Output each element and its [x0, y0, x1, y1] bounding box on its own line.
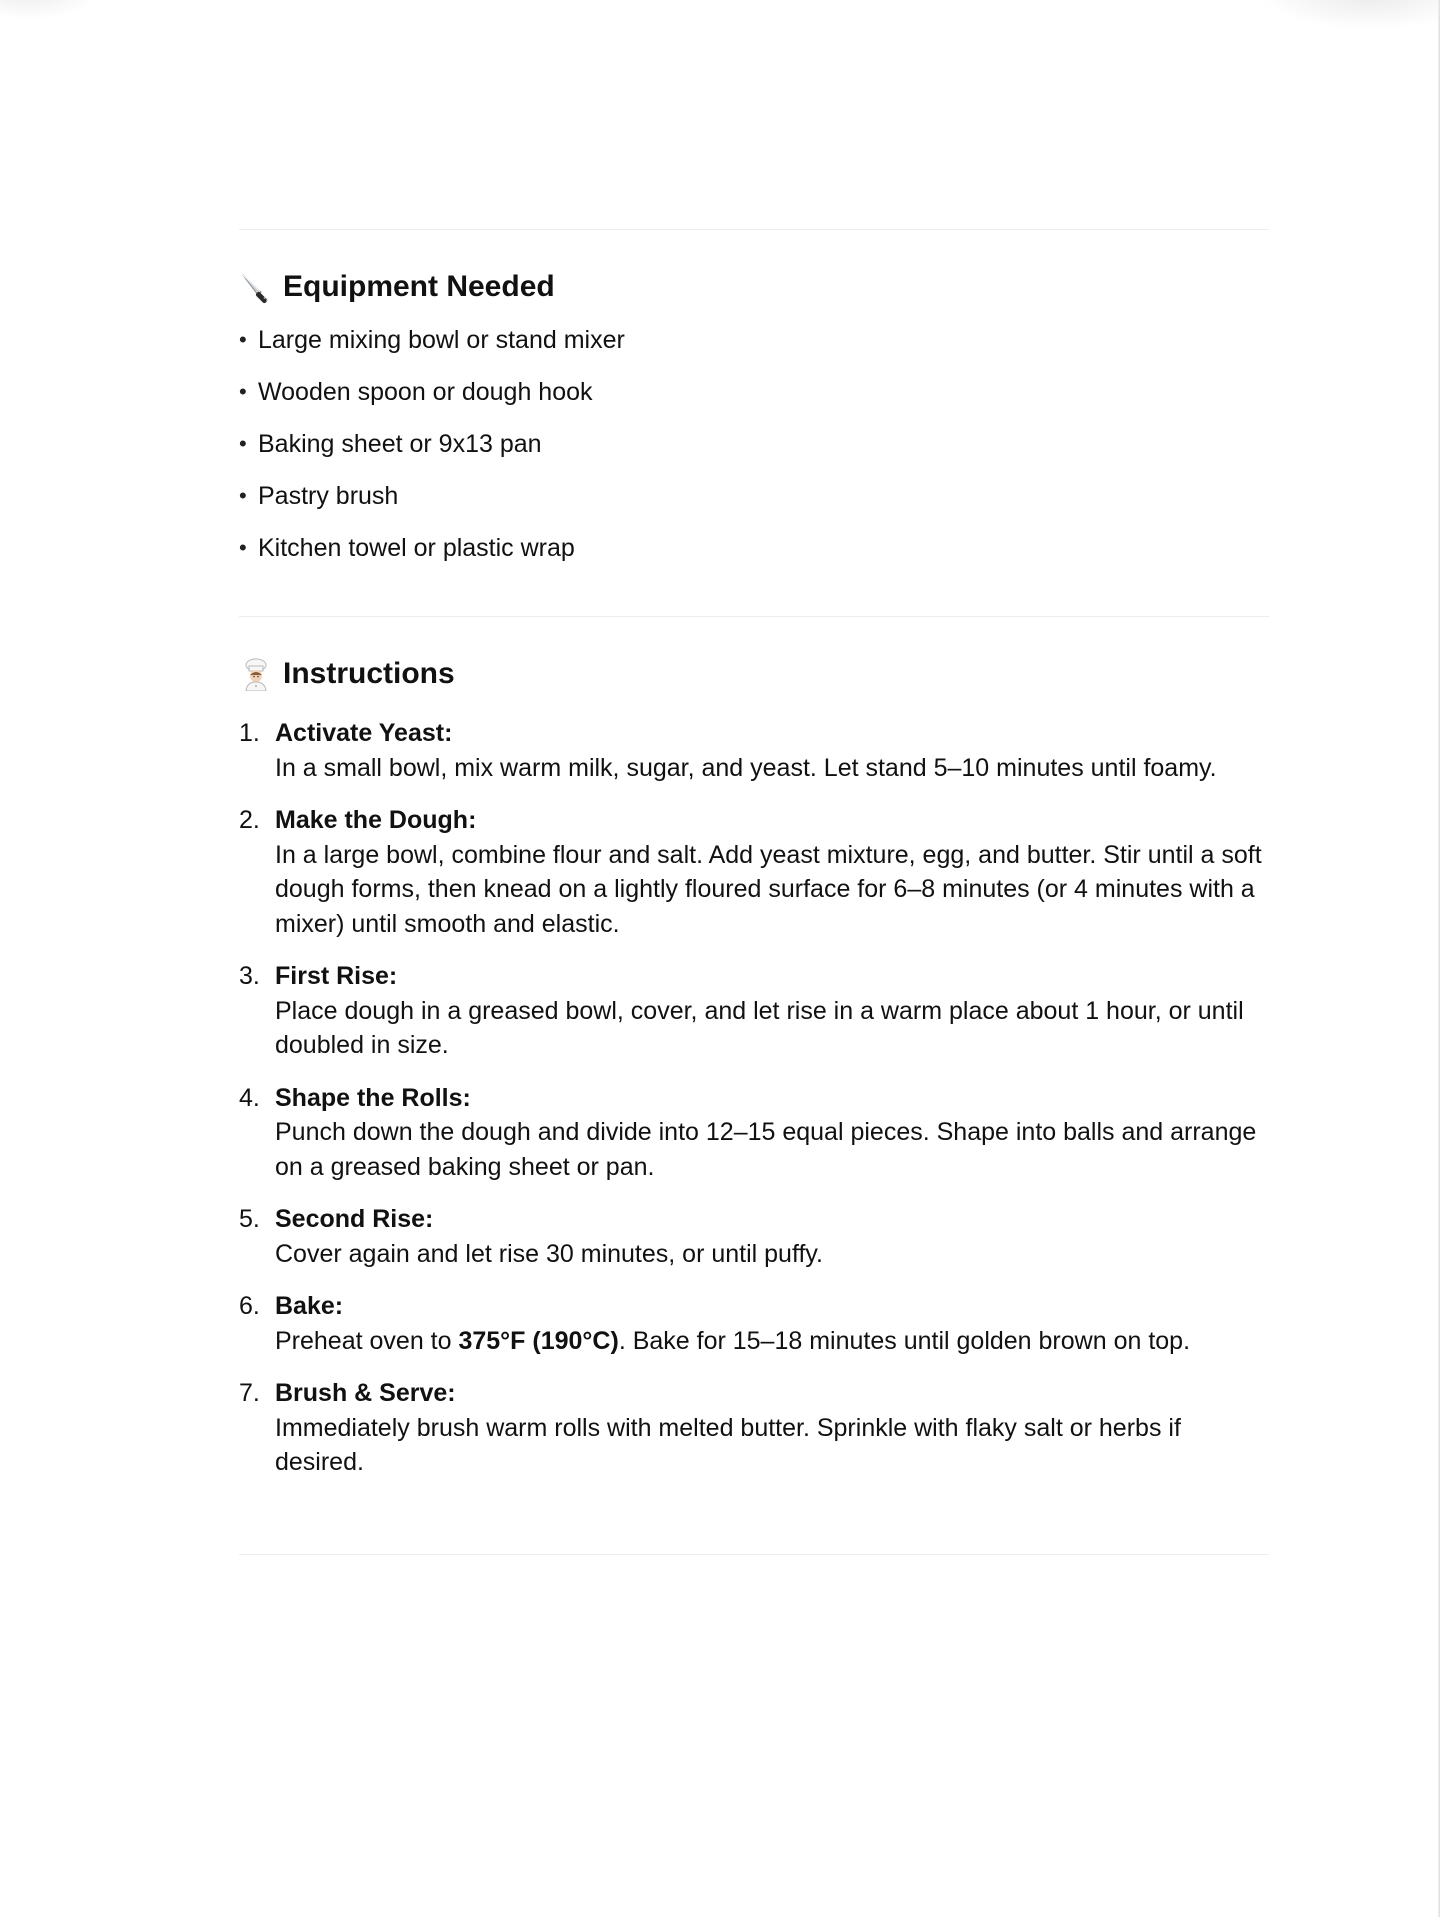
step-body-text: . Bake for 15–18 minutes until golden brown on top.	[618, 1326, 1191, 1355]
step-item	[239, 1081, 1269, 1185]
list-item-text: Wooden spoon or dough hook	[258, 378, 593, 406]
step-body: Place dough in a greased bowl, cover, and let rise in a warm place about 1 hour, or until doubled in size.	[275, 996, 1244, 1059]
step-number: 6.	[239, 1292, 260, 1320]
step-body-text: Preheat oven to	[275, 1326, 459, 1355]
step-number: 1.	[239, 719, 260, 747]
step-item	[239, 803, 1269, 941]
step-title: Second Rise:	[275, 1205, 434, 1233]
bullet-icon: •	[239, 535, 247, 560]
list-item	[239, 377, 625, 407]
step-item	[239, 959, 1269, 1063]
equipment-heading-text: Equipment Needed	[283, 270, 555, 303]
step-title: Activate Yeast:	[275, 719, 453, 747]
list-item-text: Baking sheet or 9x13 pan	[258, 430, 542, 458]
chef-icon	[239, 657, 273, 691]
bullet-icon: •	[239, 379, 247, 404]
step-title: First Rise:	[275, 962, 398, 990]
equipment-list	[239, 325, 625, 585]
step-number: 3.	[239, 962, 260, 990]
step-body: In a small bowl, mix warm milk, sugar, and yeast. Let stand 5–10 minutes until foamy.	[275, 753, 1217, 782]
step-item	[239, 1202, 1269, 1271]
step-title: Brush & Serve:	[275, 1379, 456, 1407]
step-body: Immediately brush warm rolls with melted butter. Sprinkle with flaky salt or herbs if desired.	[275, 1413, 1181, 1476]
step-number: 2.	[239, 806, 260, 834]
bullet-icon: •	[239, 483, 247, 508]
equipment-heading	[239, 270, 555, 304]
step-item	[239, 1289, 1269, 1358]
step-title: Bake:	[275, 1292, 344, 1320]
step-body	[275, 1324, 1269, 1359]
step-number: 7.	[239, 1379, 260, 1407]
list-item	[239, 481, 625, 511]
step-item	[239, 1376, 1269, 1480]
step-body: Punch down the dough and divide into 12–15 equal pieces. Shape into balls and arrange on a greased baking sheet or pan.	[275, 1118, 1257, 1181]
section-divider	[239, 1554, 1269, 1555]
step-number: 5.	[239, 1205, 260, 1233]
list-item	[239, 533, 625, 563]
list-item	[239, 325, 625, 355]
page-corner-shadow-left	[0, 0, 100, 20]
step-body: In a large bowl, combine flour and salt. Add yeast mixture, egg, and butter. Stir until a soft dough forms, then knead on a lightly floured surface for 6–8 minutes (or 4 minutes with a mixer) until smooth and elastic.	[275, 840, 1262, 938]
step-body: Cover again and let rise 30 minutes, or until puffy.	[275, 1239, 823, 1268]
step-title: Make the Dough:	[275, 806, 477, 834]
instructions-heading	[239, 657, 455, 691]
bullet-icon: •	[239, 327, 247, 352]
section-divider	[239, 616, 1269, 617]
list-item	[239, 429, 625, 459]
list-item-text: Pastry brush	[258, 482, 399, 510]
bullet-icon: •	[239, 431, 247, 456]
oven-temperature: 375°F (190°C)	[458, 1326, 619, 1355]
section-divider	[239, 229, 1269, 230]
page-corner-shadow-right	[1260, 0, 1440, 30]
instructions-heading-text: Instructions	[283, 657, 455, 690]
step-number: 4.	[239, 1083, 260, 1112]
step-title: Shape the Rolls:	[275, 1083, 471, 1112]
step-item	[239, 716, 1269, 785]
list-item-text: Large mixing bowl or stand mixer	[258, 326, 625, 354]
list-item-text: Kitchen towel or plastic wrap	[258, 534, 575, 562]
knife-icon	[239, 270, 273, 304]
instructions-list	[239, 716, 1269, 1498]
